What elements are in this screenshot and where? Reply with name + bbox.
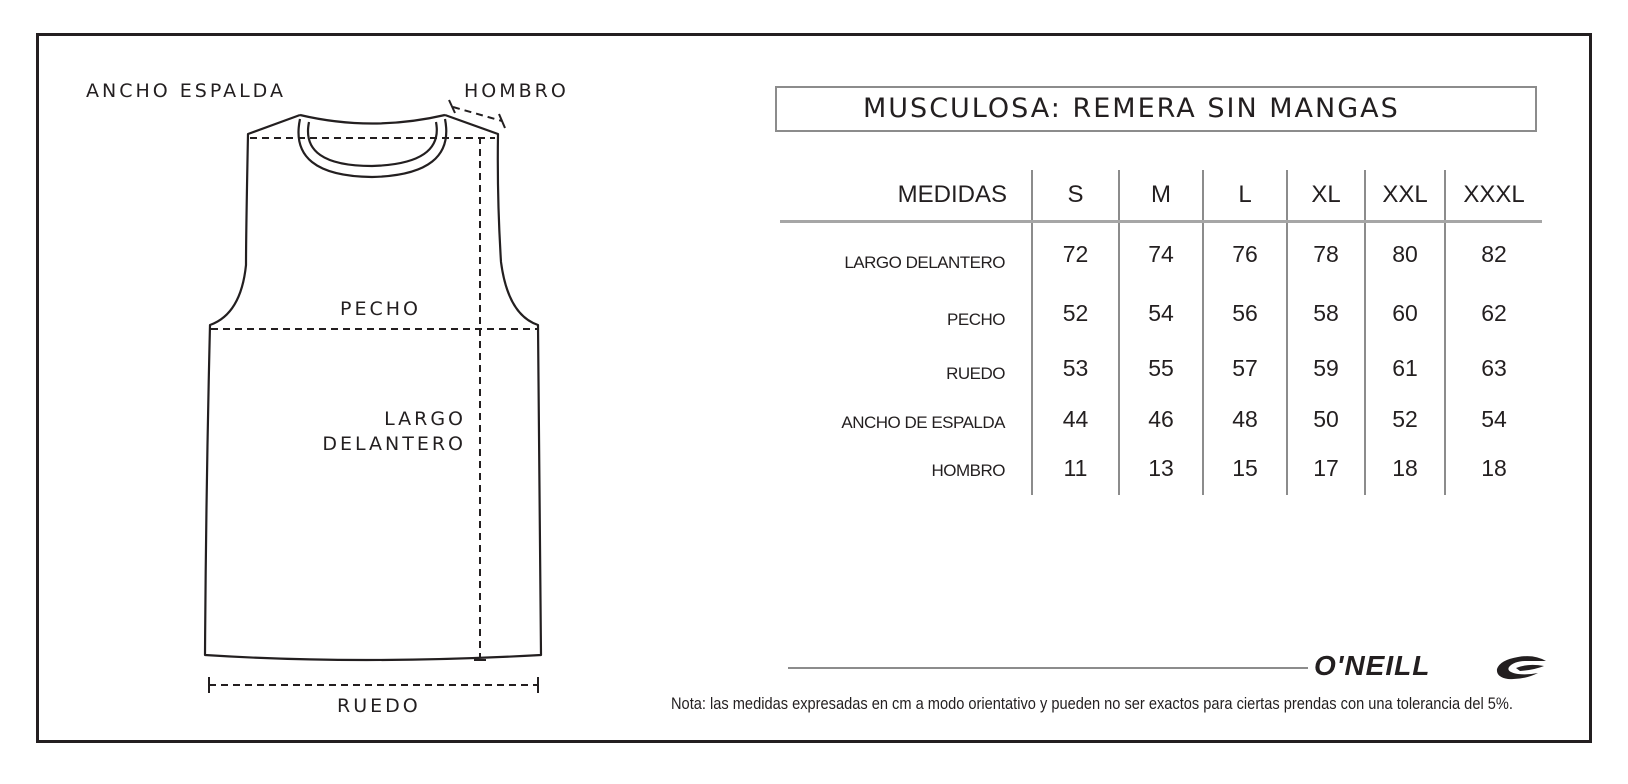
table-cell: 76 [1203, 222, 1287, 286]
table-cell: 57 [1203, 342, 1287, 396]
table-cell: 59 [1287, 342, 1365, 396]
ancho-espalda-label: ANCHO ESPALDA [86, 80, 286, 102]
table-cell: 60 [1365, 286, 1445, 342]
table-cell: 46 [1119, 396, 1203, 443]
table-cell: 78 [1287, 222, 1365, 286]
table-cell: 18 [1445, 443, 1542, 495]
brand-logo-text: O'NEILL [1314, 650, 1431, 681]
table-cell: 72 [1032, 222, 1119, 286]
hombro-measure [453, 107, 502, 121]
table-cell: 58 [1287, 286, 1365, 342]
size-table [780, 170, 1542, 495]
size-header: M [1119, 170, 1203, 222]
row-label: ANCHO DE ESPALDA [841, 413, 1005, 432]
neckline-inner [299, 119, 447, 177]
table-cell: 74 [1119, 222, 1203, 286]
table-cell: 54 [1119, 286, 1203, 342]
table-cell: 55 [1119, 342, 1203, 396]
table-cell: 82 [1445, 222, 1542, 286]
neckline-outer [300, 115, 445, 124]
table-cell: 50 [1287, 396, 1365, 443]
table-cell: 63 [1445, 342, 1542, 396]
table-cell: 62 [1445, 286, 1542, 342]
disclaimer-note: Nota: las medidas expresadas en cm a modo orientativo y pueden no ser exactos para ciertas prendas con una tolerancia del 5%. [671, 694, 1513, 713]
table-cell: 11 [1032, 443, 1119, 495]
row-label: LARGO DELANTERO [844, 253, 1005, 273]
table-cell: 18 [1365, 443, 1445, 495]
size-header: S [1032, 170, 1119, 222]
table-row [780, 443, 1542, 495]
table-cell: 54 [1445, 396, 1542, 443]
table-cell: 48 [1203, 396, 1287, 443]
table-row [780, 286, 1542, 342]
largo-label-line2: DELANTERO [322, 433, 466, 455]
table-cell: 17 [1287, 443, 1365, 495]
row-label: HOMBRO [931, 460, 1005, 480]
table-cell: 44 [1032, 396, 1119, 443]
page-title: MUSCULOSA: REMERA SIN MANGAS [863, 93, 1400, 124]
largo-label-line1: LARGO [384, 408, 466, 430]
ruedo-label: RUEDO [337, 695, 421, 717]
table-row [780, 342, 1542, 396]
size-header: XXXL [1445, 170, 1542, 222]
table-row [780, 222, 1542, 286]
table-cell: 56 [1203, 286, 1287, 342]
size-header: L [1203, 170, 1287, 222]
pecho-label: PECHO [340, 298, 421, 320]
table-cell: 80 [1365, 222, 1445, 286]
row-label: PECHO [947, 309, 1005, 329]
table-cell: 15 [1203, 443, 1287, 495]
tank-top-diagram [0, 0, 660, 784]
neckline-band [308, 122, 437, 166]
size-header: XXL [1365, 170, 1445, 222]
size-header-row [780, 170, 1542, 222]
hombro-label: HOMBRO [464, 80, 569, 102]
table-cell: 52 [1365, 396, 1445, 443]
medidas-header: MEDIDAS [780, 170, 1032, 222]
oneill-wave-logo-icon [1494, 655, 1550, 681]
table-cell: 53 [1032, 342, 1119, 396]
garment-outline [205, 115, 541, 660]
title-box [775, 86, 1537, 132]
table-cell: 13 [1119, 443, 1203, 495]
row-label: RUEDO [946, 363, 1005, 383]
table-cell: 61 [1365, 342, 1445, 396]
footer-divider [788, 667, 1308, 669]
table-row [780, 396, 1542, 443]
size-header: XL [1287, 170, 1365, 222]
table-cell: 52 [1032, 286, 1119, 342]
